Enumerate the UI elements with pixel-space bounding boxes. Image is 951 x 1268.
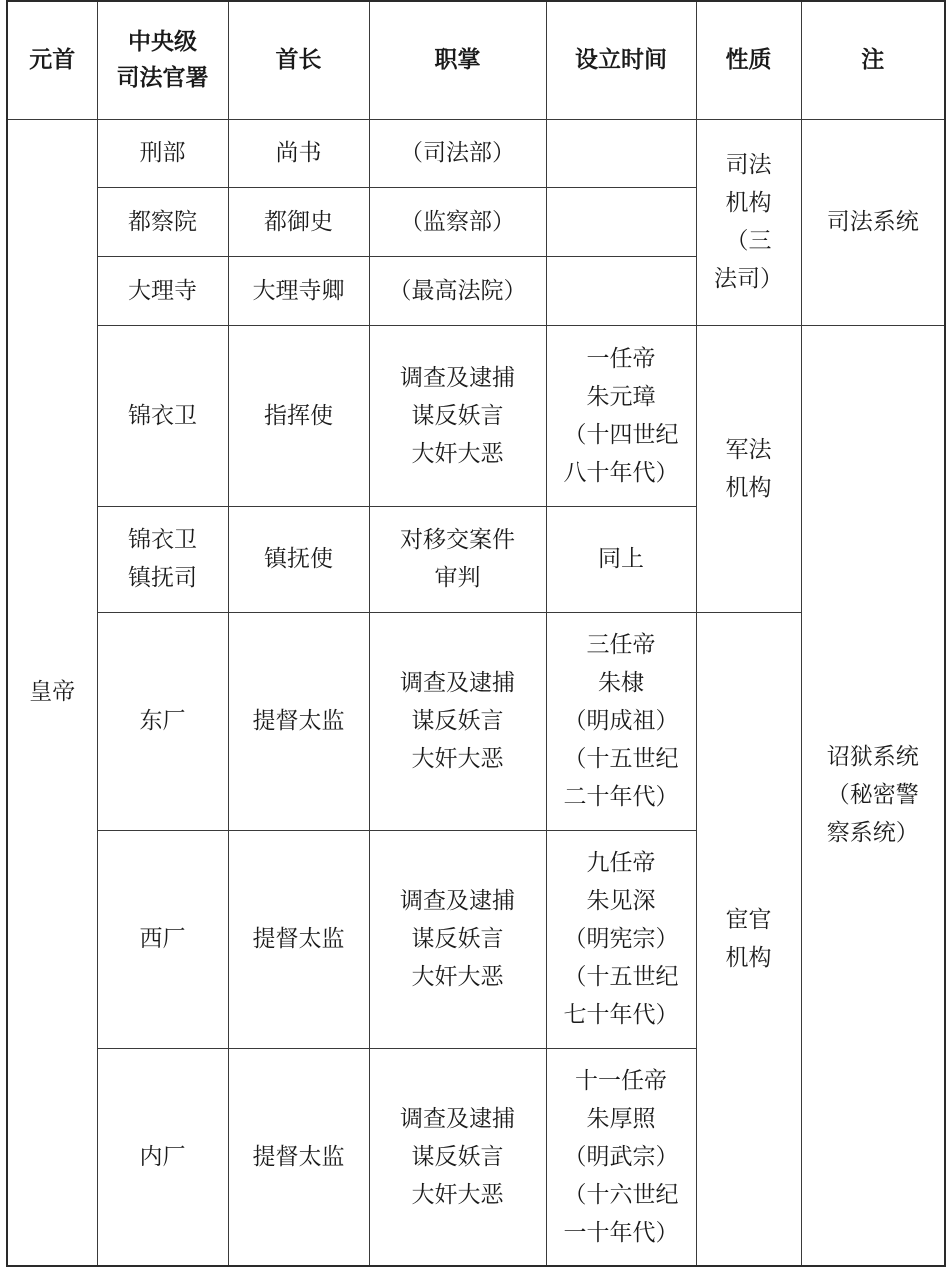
office-cell: 大理寺 xyxy=(97,256,228,325)
head-cell: 提督太监 xyxy=(228,612,369,830)
header-ruler: 元首 xyxy=(7,1,97,119)
nature-judicial-cell: 司法 机构 （三 法司） xyxy=(696,119,801,325)
header-nature: 性质 xyxy=(696,1,801,119)
header-duty: 职掌 xyxy=(369,1,546,119)
head-cell: 尚书 xyxy=(228,119,369,187)
notes-secret-cell: 诏狱系统 （秘密警 察系统） xyxy=(801,325,945,1266)
established-cell: 一任帝 朱元璋 （十四世纪 八十年代） xyxy=(546,325,696,506)
office-cell: 锦衣卫 镇抚司 xyxy=(97,506,228,612)
head-cell: 镇抚使 xyxy=(228,506,369,612)
established-cell: 九任帝 朱见深 （明宪宗） （十五世纪 七十年代） xyxy=(546,830,696,1048)
office-cell: 内厂 xyxy=(97,1048,228,1266)
office-cell: 西厂 xyxy=(97,830,228,1048)
duty-cell: （最高法院） xyxy=(369,256,546,325)
nature-military-cell: 军法 机构 xyxy=(696,325,801,612)
established-cell xyxy=(546,256,696,325)
nature-eunuch-cell: 宦官 机构 xyxy=(696,612,801,1266)
office-cell: 刑部 xyxy=(97,119,228,187)
header-head: 首长 xyxy=(228,1,369,119)
table-row xyxy=(7,119,945,187)
table-row xyxy=(7,325,945,506)
judicial-offices-table xyxy=(6,0,946,1267)
duty-cell: 调查及逮捕 谋反妖言 大奸大恶 xyxy=(369,325,546,506)
header-established: 设立时间 xyxy=(546,1,696,119)
established-cell: 十一任帝 朱厚照 （明武宗） （十六世纪 一十年代） xyxy=(546,1048,696,1266)
header-notes: 注 xyxy=(801,1,945,119)
header-row xyxy=(7,1,945,119)
established-cell xyxy=(546,119,696,187)
head-cell: 提督太监 xyxy=(228,830,369,1048)
established-cell: 三任帝 朱棣 （明成祖） （十五世纪 二十年代） xyxy=(546,612,696,830)
header-office: 中央级 司法官署 xyxy=(97,1,228,119)
duty-cell: （司法部） xyxy=(369,119,546,187)
duty-cell: 调查及逮捕 谋反妖言 大奸大恶 xyxy=(369,612,546,830)
duty-cell: （监察部） xyxy=(369,187,546,256)
head-cell: 提督太监 xyxy=(228,1048,369,1266)
established-cell xyxy=(546,187,696,256)
notes-judicial-cell: 司法系统 xyxy=(801,119,945,325)
duty-cell: 对移交案件 审判 xyxy=(369,506,546,612)
duty-cell: 调查及逮捕 谋反妖言 大奸大恶 xyxy=(369,1048,546,1266)
head-cell: 都御史 xyxy=(228,187,369,256)
office-cell: 都察院 xyxy=(97,187,228,256)
office-cell: 锦衣卫 xyxy=(97,325,228,506)
ruler-cell: 皇帝 xyxy=(7,119,97,1266)
head-cell: 大理寺卿 xyxy=(228,256,369,325)
established-cell: 同上 xyxy=(546,506,696,612)
duty-cell: 调查及逮捕 谋反妖言 大奸大恶 xyxy=(369,830,546,1048)
head-cell: 指挥使 xyxy=(228,325,369,506)
office-cell: 东厂 xyxy=(97,612,228,830)
